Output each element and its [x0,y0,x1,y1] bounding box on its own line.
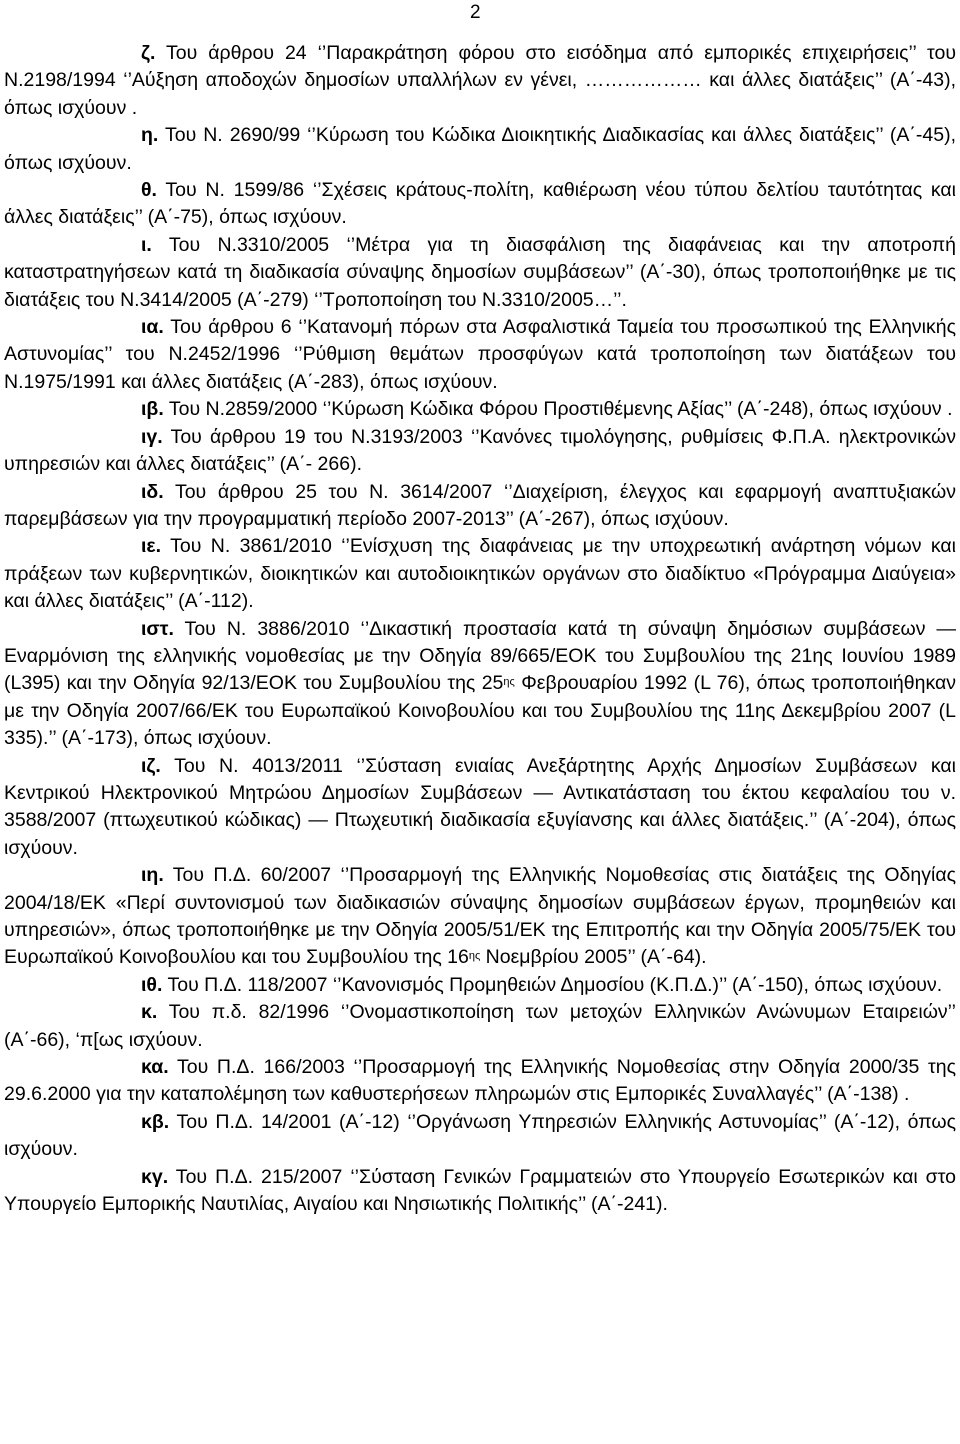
item-text: Του Π.Δ. 118/2007 ‘’Κανονισμός Προμηθειών Δημοσίου (Κ.Π.Δ.)’’ (Α΄-150), όπως ισχύουν. [167,973,943,996]
page-number: 2 [470,2,481,23]
item-text: Του Π.Δ. 14/2001 (Α΄-12) ‘’Οργάνωση Υπηρεσιών Ελληνικής Αστυνομίας’’ (Α΄-12), όπως ισχύουν. [4,1110,956,1161]
list-item [4,616,956,753]
list-item [4,122,956,177]
item-text: Του Ν. 3886/2010 ‘’Δικαστική προστασία κατά τη σύναψη δημόσιων συμβάσεων — Εναρμόνιση της ελληνικής νομοθεσίας με την Οδηγία 89/665/ΕΟΚ του Συμβουλίου της 21ης Ιουνίου 1989 (L395) και την Οδηγία 92/13/ΕΟΚ του Συμβουλίου της 25 [4,617,956,695]
item-text: Του Ν. 4013/2011 ‘’Σύσταση ενιαίας Ανεξάρτητης Αρχής Δημοσίων Συμβάσεων και Κεντρικού Ηλεκτρονικού Μητρώου Δημοσίων Συμβάσεων — Αντικατάσταση του έκτου κεφαλαίου του ν. 3588/2007 (πτωχευτικού κώδικας) — Πτωχευτική διαδικασία εξυγίανσης και άλλες διατάξεις.’’ (Α΄-204), όπως ισχύουν. [4,754,956,859]
item-label: ιθ. [141,973,163,996]
list-item [4,862,956,972]
item-text: Του Π.Δ. 60/2007 ‘’Προσαρμογή της Ελληνικής Νομοθεσίας στις διατάξεις της Οδηγίας 2004/18/ΕΚ «Περί συντονισμού των διαδικασιών σύναψης δημοσίων συμβάσεων έργων, προμηθειών και υπηρεσιών», όπως τροποποιήθηκε με την Οδηγία 2005/51/ΕΚ της Επιτροπής και την Οδηγία 2005/75/ΕΚ του Ευρωπαϊκού Κοινοβουλίου και του Συμβουλίου της 16 [4,864,956,969]
item-label: κ. [141,1001,158,1024]
list-item [4,232,956,314]
item-text: Του Ν.3310/2005 ‘’Μέτρα για τη διασφάλιση της διαφάνειας και την αποτροπή καταστρατηγήσεων κατά τη διαδικασία σύναψης δημοσίων συμβάσεων’’ (Α΄-30), όπως τροποποιήθηκε με τις διατάξεις του Ν.3414/2005 (Α΄-279) ‘’Τροποποίηση του Ν.3310/2005…’’. [4,233,956,311]
list-item [4,40,956,122]
item-text: Του Π.Δ. 215/2007 ‘’Σύσταση Γενικών Γραμματειών στο Υπουργείο Εσωτερικών και στο Υπουργείο Εμπορικής Ναυτιλίας, Αιγαίου και Νησιωτικής Πολιτικής’’ (Α΄-241). [4,1165,956,1216]
list-item [4,177,956,232]
item-label: ιε. [141,535,162,558]
item-text: Νοεμβρίου 2005’’ (Α΄-64). [480,946,707,969]
list-item [4,1109,956,1164]
item-text: Του Π.Δ. 166/2003 ‘’Προσαρμογή της Ελληνικής Νομοθεσίας στην Οδηγία 2000/35 της 29.6.2000 για την καταπολέμηση των καθυστερήσεων πληρωμών στις Εμπορικές Συναλλαγές’’ (Α΄-138) . [4,1056,956,1106]
item-label: ιγ. [141,425,163,448]
list-item [4,424,956,479]
list-item [4,533,956,615]
legal-references-list [4,40,956,1218]
list-item [4,1054,956,1109]
item-text: Του π.δ. 82/1996 ‘’Ονομαστικοποίηση των μετοχών Ελληνικών Ανώνυμων Εταιρειών’’ (Α΄-66), ‘π[ως ισχύουν. [4,1001,956,1051]
item-text: Του άρθρου 6 ‘’Κατανομή πόρων στα Ασφαλιστικά Ταμεία του προσωπικού της Ελληνικής Αστυνομίας’’ του Ν.2452/1996 ‘’Ρύθμιση θεμάτων προσφύγων κατά τροποποίηση των διατάξεων του Ν.1975/1991 και άλλες διατάξεις (Α΄-283), όπως ισχύουν. [4,316,956,393]
item-label: ιστ. [141,617,174,640]
item-text: Του άρθρου 25 του Ν. 3614/2007 ‘’Διαχείριση, έλεγχος και εφαρμογή αναπτυξιακών παρεμβάσεων για την προγραμματική περίοδο 2007-2013’’ (Α΄-267), όπως ισχύουν. [4,480,956,530]
ordinal-superscript: ης [468,950,481,963]
item-label: θ. [141,179,157,202]
list-item [4,972,956,999]
item-label: ιβ. [141,398,164,421]
list-item [4,999,956,1054]
list-item [4,753,956,863]
item-text: Του Ν. 2690/99 ‘’Κύρωση του Κώδικα Διοικητικής Διαδικασίας και άλλες διατάξεις’’ (Α΄-45), όπως ισχύουν. [4,124,956,174]
list-item [4,1164,956,1219]
item-text: Του άρθρου 19 του Ν.3193/2003 ‘’Κανόνες τιμολόγησης, ρυθμίσεις Φ.Π.Α. ηλεκτρονικών υπηρεσιών και άλλες διατάξεις’’ (Α΄- 266). [4,425,956,476]
item-text: Του Ν. 3861/2010 ‘’Ενίσχυση της διαφάνειας με την υποχρεωτική ανάρτηση νόμων και πράξεων των κυβερνητικών, διοικητικών και αυτοδιοικητικών οργάνων στο διαδίκτυο «Πρόγραμμα Διαύγεια» και άλλες διατάξεις’’ (Α΄-112). [4,535,956,613]
ordinal-superscript: ης [503,676,515,689]
list-item [4,396,956,423]
item-label: κα. [141,1056,169,1079]
item-text: Του Ν.2859/2000 ‘’Κύρωση Κώδικα Φόρου Προστιθέμενης Αξίας’’ (Α΄-248), όπως ισχύουν . [168,398,953,421]
list-item [4,314,956,396]
item-label: ια. [141,316,164,339]
item-label: ιζ. [141,754,161,777]
item-label: ζ. [141,42,156,64]
item-text: Φεβρουαρίου 1992 (L 76), όπως τροποποιήθηκαν με την Οδηγία 2007/66/ΕΚ του Ευρωπαϊκού Κοινοβουλίου και του Συμβουλίου της 11ης Δεκεμβρίου 2007 (L 335).’’ (Α΄-173), όπως ισχύουν. [4,672,956,750]
item-label: η. [141,124,159,147]
item-text: Του Ν. 1599/86 ‘’Σχέσεις κράτους-πολίτη, καθιέρωση νέου τύπου δελτίου ταυτότητας και άλλες διατάξεις’’ (Α΄-75), όπως ισχύουν. [4,179,956,229]
item-label: κγ. [141,1165,169,1188]
item-label: ιδ. [141,480,164,503]
item-label: ι. [141,233,152,256]
item-text: Του άρθρου 24 ‘’Παρακράτηση φόρου στο εισόδημα από εμπορικές επιχειρήσεις’’ του Ν.2198/1994 ‘’Αύξηση αποδοχών δημοσίων υπαλλήλων εν γένει, ……………… και άλλες διατάξεις’’ (Α΄-43), όπως ισχύουν . [4,42,956,119]
item-label: κβ. [141,1110,170,1133]
item-label: ιη. [141,864,164,887]
list-item [4,479,956,534]
